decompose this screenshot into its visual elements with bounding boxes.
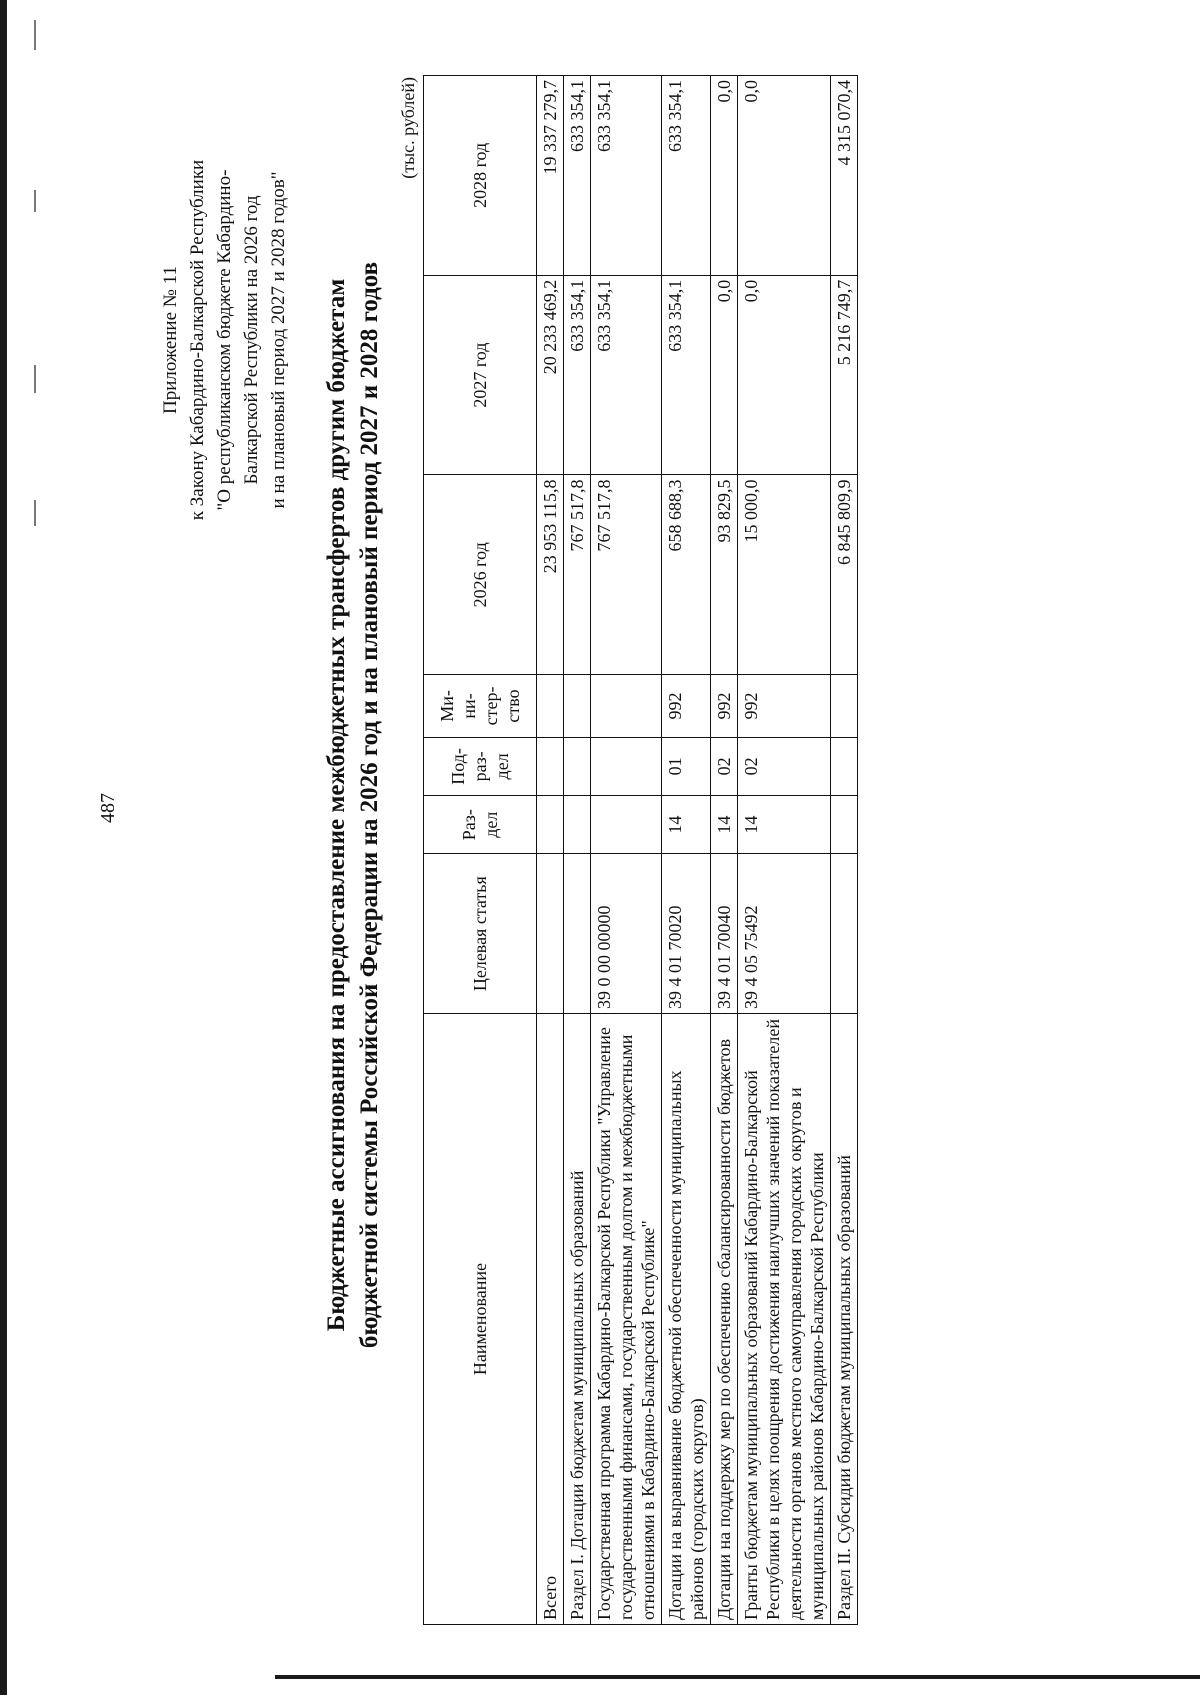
cell-target-article: 39 4 01 70020 [662, 854, 711, 1014]
cell-subsection [591, 737, 662, 795]
cell-2026: 93 829,5 [711, 475, 738, 675]
cell-name: Гранты бюджетам муниципальных образований Кабардино-Балкарской Республики в целях поощрения достижения наилучших значений показателей деятельности органов местного самоуправления городских округов и муниципальных районов Кабардино-Балкарской Республики [738, 1014, 831, 1625]
title-line: Бюджетные ассигнования на предоставление межбюджетных трансфертов другим бюджетам [323, 278, 350, 1332]
table-row [662, 76, 711, 1625]
cell-section [831, 796, 858, 854]
cell-section: 14 [711, 796, 738, 854]
appendix-line: Балкарской Республики на 2026 год [241, 195, 262, 485]
scan-mark [34, 190, 36, 212]
cell-section: 14 [662, 796, 711, 854]
cell-subsection: 02 [738, 737, 831, 795]
header-ministry: Ми-ни-стер-ство [424, 675, 537, 738]
cell-name: Раздел I. Дотации бюджетам муниципальных образований [564, 1014, 591, 1625]
table-row [564, 76, 591, 1625]
cell-2027: 20 233 469,2 [537, 275, 564, 475]
header-2028: 2028 год [424, 76, 537, 276]
cell-subsection [564, 737, 591, 795]
cell-target-article [831, 854, 858, 1014]
cell-2028: 19 337 279,7 [537, 76, 564, 276]
cell-2027: 0,0 [738, 275, 831, 475]
page-number: 487 [97, 793, 119, 823]
cell-2027: 633 354,1 [591, 275, 662, 475]
table-row [537, 76, 564, 1625]
cell-subsection: 02 [711, 737, 738, 795]
cell-2028: 633 354,1 [564, 76, 591, 276]
header-2027: 2027 год [424, 275, 537, 475]
cell-subsection [831, 737, 858, 795]
table-header-row [424, 76, 537, 1625]
cell-ministry [831, 675, 858, 738]
cell-2028: 0,0 [711, 76, 738, 276]
cell-name: Дотации на выравнивание бюджетной обеспеченности муниципальных районов (городских округов) [662, 1014, 711, 1625]
cell-2026: 23 953 115,8 [537, 475, 564, 675]
document-title [320, 85, 386, 1525]
header-name: Наименование [424, 1014, 537, 1625]
units-label: (тыс. рублей) [398, 77, 418, 179]
appendix-line: и на плановый период 2027 и 2028 годов" [268, 171, 289, 509]
cell-2028: 633 354,1 [591, 76, 662, 276]
cell-target-article: 39 4 05 75492 [738, 854, 831, 1014]
header-target-article: Целевая статья [424, 854, 537, 1014]
title-line: бюджетной системы Российской Федерации на 2026 год и на плановый период 2027 и 2028 годов [356, 261, 383, 1349]
cell-target-article: 39 4 01 70040 [711, 854, 738, 1014]
cell-target-article [537, 854, 564, 1014]
cell-2028: 4 315 070,4 [831, 76, 858, 276]
appendix-header [157, 80, 292, 600]
cell-target-article: 39 0 00 00000 [591, 854, 662, 1014]
cell-ministry [564, 675, 591, 738]
header-2026: 2026 год [424, 475, 537, 675]
scan-left-edge [0, 0, 7, 1695]
cell-subsection [537, 737, 564, 795]
table-row [831, 76, 858, 1625]
cell-section [564, 796, 591, 854]
cell-ministry [537, 675, 564, 738]
table-row [738, 76, 831, 1625]
cell-section [537, 796, 564, 854]
appendix-line: Приложение № 11 [160, 266, 181, 414]
budget-table [423, 75, 858, 1625]
cell-ministry: 992 [662, 675, 711, 738]
cell-2026: 767 517,8 [591, 475, 662, 675]
appendix-line: к Закону Кабардино-Балкарской Республики [187, 159, 208, 521]
cell-2026: 658 688,3 [662, 475, 711, 675]
cell-2028: 0,0 [738, 76, 831, 276]
table-body [537, 76, 858, 1625]
scan-mark [34, 20, 36, 50]
cell-2027: 633 354,1 [564, 275, 591, 475]
appendix-line: "О республиканском бюджете Кабардино- [214, 169, 235, 511]
scan-bottom-edge [275, 1675, 1200, 1679]
cell-ministry: 992 [738, 675, 831, 738]
cell-target-article [564, 854, 591, 1014]
cell-name: Всего [537, 1014, 564, 1625]
cell-ministry [591, 675, 662, 738]
cell-ministry: 992 [711, 675, 738, 738]
cell-2028: 633 354,1 [662, 76, 711, 276]
cell-name: Дотации на поддержку мер по обеспечению сбалансированности бюджетов [711, 1014, 738, 1625]
scan-mark [34, 500, 36, 526]
cell-subsection: 01 [662, 737, 711, 795]
cell-2026: 767 517,8 [564, 475, 591, 675]
cell-section [591, 796, 662, 854]
header-subsection: Под-раз-дел [424, 737, 537, 795]
cell-2026: 6 845 809,9 [831, 475, 858, 675]
cell-2026: 15 000,0 [738, 475, 831, 675]
cell-2027: 5 216 749,7 [831, 275, 858, 475]
table-row [711, 76, 738, 1625]
cell-2027: 633 354,1 [662, 275, 711, 475]
scan-mark [34, 365, 36, 393]
cell-name: Раздел II. Субсидии бюджетам муниципальных образований [831, 1014, 858, 1625]
rotated-page-content [135, 55, 1195, 1655]
header-section: Раз-дел [424, 796, 537, 854]
table-row [591, 76, 662, 1625]
cell-section: 14 [738, 796, 831, 854]
cell-2027: 0,0 [711, 275, 738, 475]
cell-name: Государственная программа Кабардино-Балкарской Республики "Управление государственными финансами, государственным долгом и межбюджетными отношениями в Кабардино-Балкарской Республике" [591, 1014, 662, 1625]
